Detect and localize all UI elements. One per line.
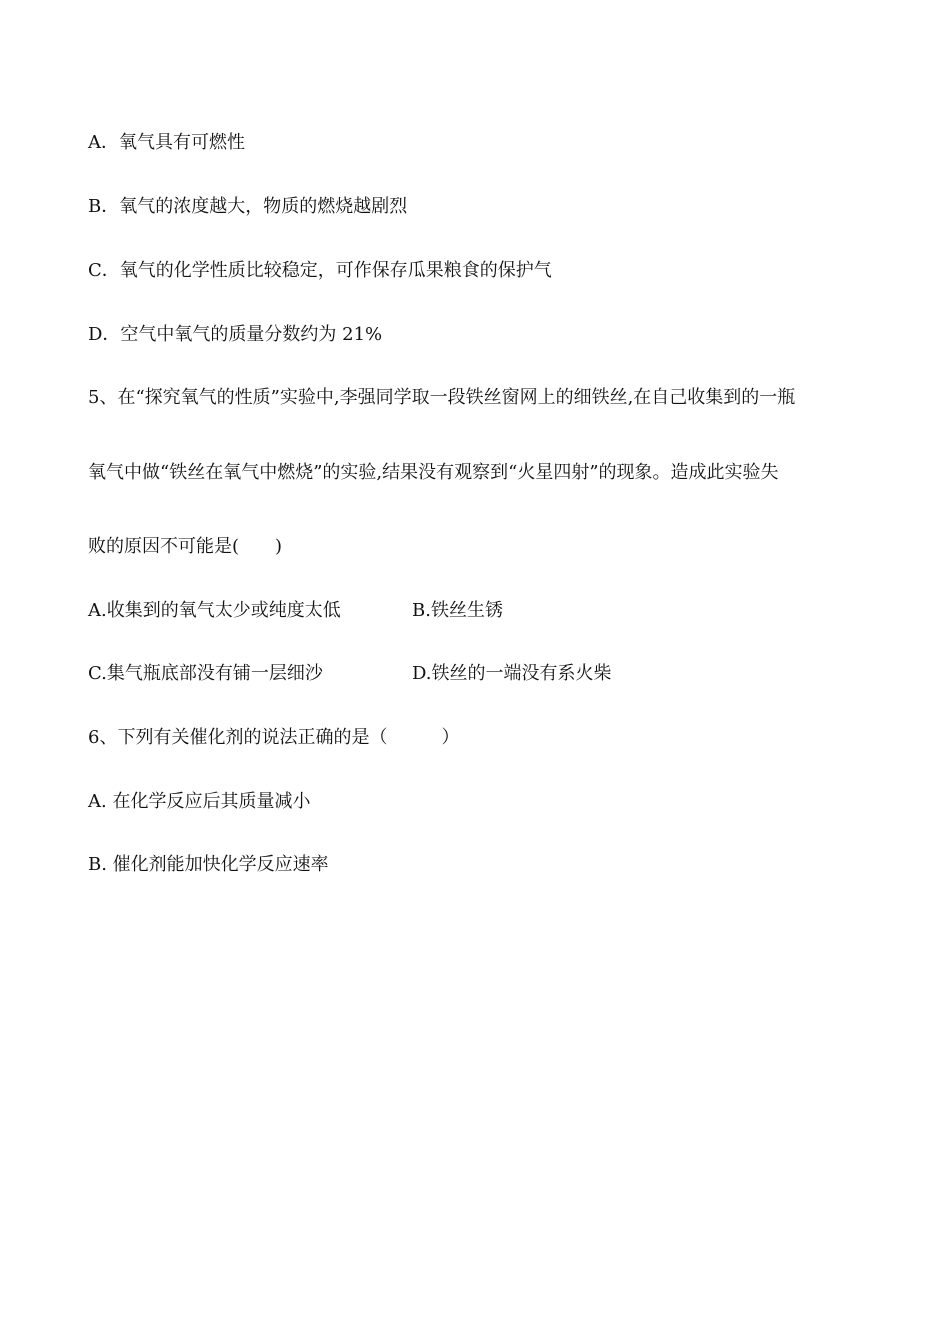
q4-option-a: A．氧气具有可燃性: [88, 132, 245, 153]
q5-stem-line-3: 败的原因不可能是( ): [88, 536, 283, 557]
q4-option-b: B．氧气的浓度越大，物质的燃烧越剧烈: [88, 196, 408, 217]
q6-option-a: A. 在化学反应后其质量减小: [88, 791, 311, 812]
q4-option-c: C．氧气的化学性质比较稳定，可作保存瓜果粮食的保护气: [88, 260, 552, 281]
q5-option-c: C.集气瓶底部没有铺一层细沙: [88, 663, 323, 684]
q5-stem-line-1: 5、在“探究氧气的性质”实验中,李强同学取一段铁丝窗网上的细铁丝,在自己收集到的一瓶: [88, 387, 796, 408]
q4-option-d: D．空气中氧气的质量分数约为 21%: [88, 324, 383, 345]
q5-option-b: B.铁丝生锈: [412, 600, 503, 621]
q6-option-b: B. 催化剂能加快化学反应速率: [88, 854, 329, 875]
q6-stem: 6、下列有关催化剂的说法正确的是（ ）: [88, 727, 460, 748]
q5-stem-line-2: 氧气中做“铁丝在氧气中燃烧”的实验,结果没有观察到“火星四射”的现象。造成此实验失: [88, 462, 779, 483]
q5-option-a: A.收集到的氧气太少或纯度太低: [88, 600, 341, 621]
q5-option-d: D.铁丝的一端没有系火柴: [412, 663, 612, 684]
